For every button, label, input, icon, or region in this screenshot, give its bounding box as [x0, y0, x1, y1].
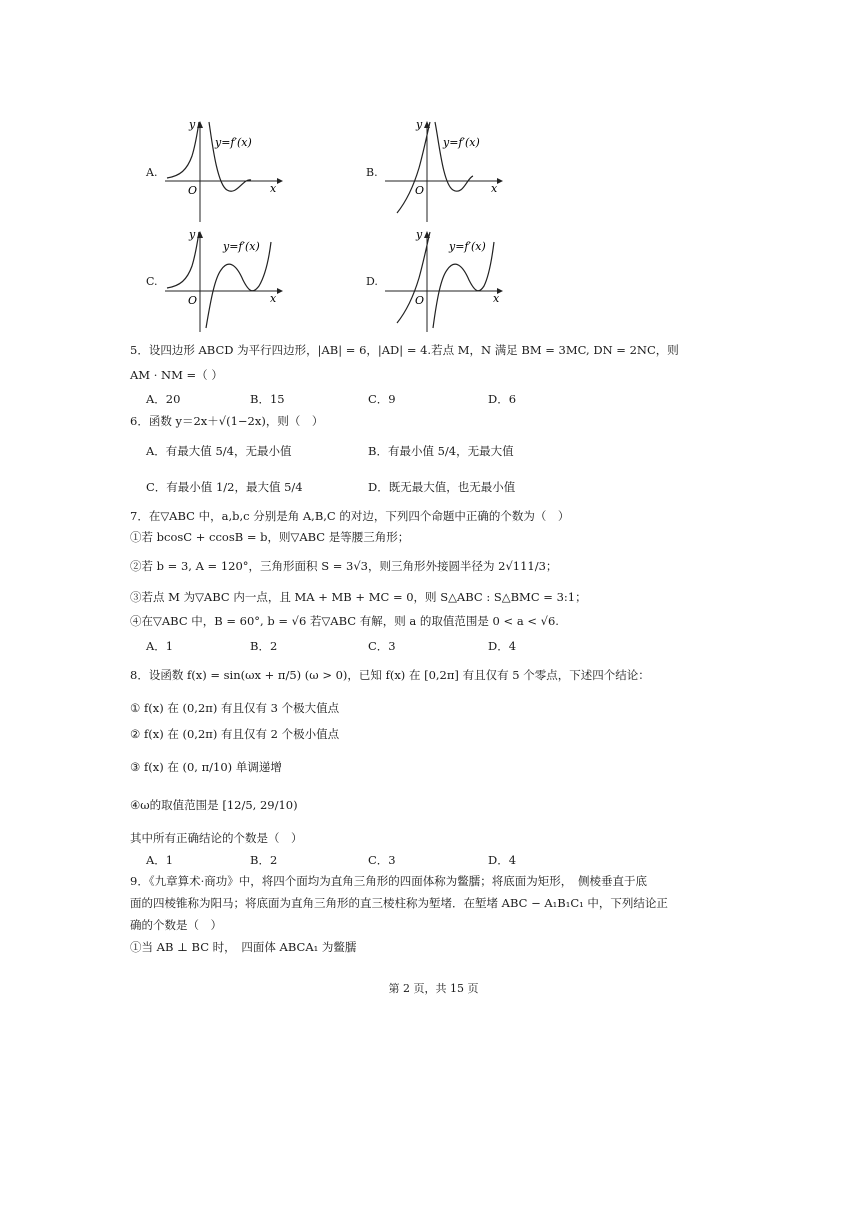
q9-statement-1: ①当 AB ⊥ BC 时， 四面体 ABCA₁ 为鳖臑 — [130, 940, 357, 954]
page-footer: 第 2 页，共 15 页 — [388, 982, 479, 995]
q5-option-a: A．20 — [146, 392, 181, 406]
q6-option-a: A．有最大值 5/4，无最小值 — [146, 444, 292, 458]
option-c-label: C. — [146, 275, 158, 288]
y-axis-c: y — [189, 228, 196, 241]
q8-option-b: B．2 — [250, 853, 278, 867]
q5-option-c: C．9 — [368, 392, 396, 406]
q5-stem-line2: AM · NM =（ ） — [130, 368, 223, 382]
q8-statement-4: ④ω的取值范围是 [12/5, 29/10) — [130, 798, 298, 812]
q7-statement-4: ④在▽ABC 中，B = 60°, b = √6 若▽ABC 有解，则 a 的取值范围是 0 < a < √6. — [130, 614, 559, 628]
q9-stem-line2: 面的四棱锥称为阳马；将底面为直角三角形的直三棱柱称为堑堵．在堑堵 ABC − A₁B₁C₁ 中，下列结论正 — [130, 896, 668, 910]
q6-stem: 6．函数 y＝2x＋√(1−2x)，则（ ） — [130, 414, 324, 428]
y-axis-b: y — [416, 118, 423, 131]
origin-d: O — [415, 294, 425, 307]
q8-tail: 其中所有正确结论的个数是（ ） — [130, 831, 303, 845]
option-a-label: A. — [146, 166, 158, 179]
q7-option-c: C．3 — [368, 639, 396, 653]
graph-b — [385, 118, 505, 230]
origin-c: O — [188, 294, 198, 307]
q5-stem-line1: 5．设四边形 ABCD 为平行四边形，|AB| = 6，|AD| = 4.若点 M，N 满足 BM = 3MC, DN = 2NC，则 — [130, 343, 679, 357]
q5-option-d: D．6 — [488, 392, 517, 406]
q8-statement-3: ③ f(x) 在 (0, π/10) 单调递增 — [130, 760, 282, 774]
y-axis-a: y — [189, 118, 196, 131]
graph-a — [165, 118, 285, 230]
q6-option-c: C．有最小值 1/2，最大值 5/4 — [146, 480, 303, 494]
q8-statement-2: ② f(x) 在 (0,2π) 有且仅有 2 个极小值点 — [130, 727, 340, 741]
q6-option-d: D．既无最大值，也无最小值 — [368, 480, 516, 494]
q9-stem-line3: 确的个数是（ ） — [130, 918, 222, 932]
q9-stem-line1: 9．《九章算术·商功》中，将四个面均为直角三角形的四面体称为鳖臑；将底面为矩形， 侧棱垂直于底 — [130, 874, 647, 888]
y-axis-d: y — [416, 228, 423, 241]
q7-stem: 7．在▽ABC 中，a,b,c 分别是角 A,B,C 的对边，下列四个命题中正确的个数为（ ） — [130, 509, 570, 523]
curve-label-b: y=f′(x) — [443, 136, 480, 149]
graph-d — [385, 228, 505, 340]
q6-option-b: B．有最小值 5/4，无最大值 — [368, 444, 514, 458]
graph-c — [165, 228, 285, 340]
x-axis-c: x — [270, 292, 277, 305]
origin-b: O — [415, 184, 425, 197]
curve-label-c: y=f′(x) — [223, 240, 260, 253]
curve-label-a: y=f′(x) — [215, 136, 252, 149]
q8-option-d: D．4 — [488, 853, 517, 867]
q5-option-b: B．15 — [250, 392, 285, 406]
q7-statement-2: ②若 b = 3, A = 120°，三角形面积 S = 3√3，则三角形外接圆半径为 2√111/3； — [130, 559, 558, 573]
option-d-label: D. — [366, 275, 378, 288]
q7-option-d: D．4 — [488, 639, 517, 653]
q7-option-a: A．1 — [146, 639, 174, 653]
q7-option-b: B．2 — [250, 639, 278, 653]
option-b-label: B. — [366, 166, 378, 179]
q8-statement-1: ① f(x) 在 (0,2π) 有且仅有 3 个极大值点 — [130, 701, 340, 715]
q7-statement-1: ①若 bcosC + ccosB = b，则▽ABC 是等腰三角形； — [130, 530, 410, 544]
q8-option-a: A．1 — [146, 853, 174, 867]
q8-option-c: C．3 — [368, 853, 396, 867]
x-axis-b: x — [491, 182, 498, 195]
q7-statement-3: ③若点 M 为▽ABC 内一点，且 MA + MB + MC = 0，则 S△ABC : S△BMC = 3:1； — [130, 590, 587, 604]
q8-stem: 8．设函数 f(x) = sin(ωx + π/5) (ω > 0)，已知 f(x) 在 [0,2π] 有且仅有 5 个零点，下述四个结论： — [130, 668, 650, 682]
origin-a: O — [188, 184, 198, 197]
x-axis-d: x — [493, 292, 500, 305]
x-axis-a: x — [270, 182, 277, 195]
curve-label-d: y=f′(x) — [449, 240, 486, 253]
